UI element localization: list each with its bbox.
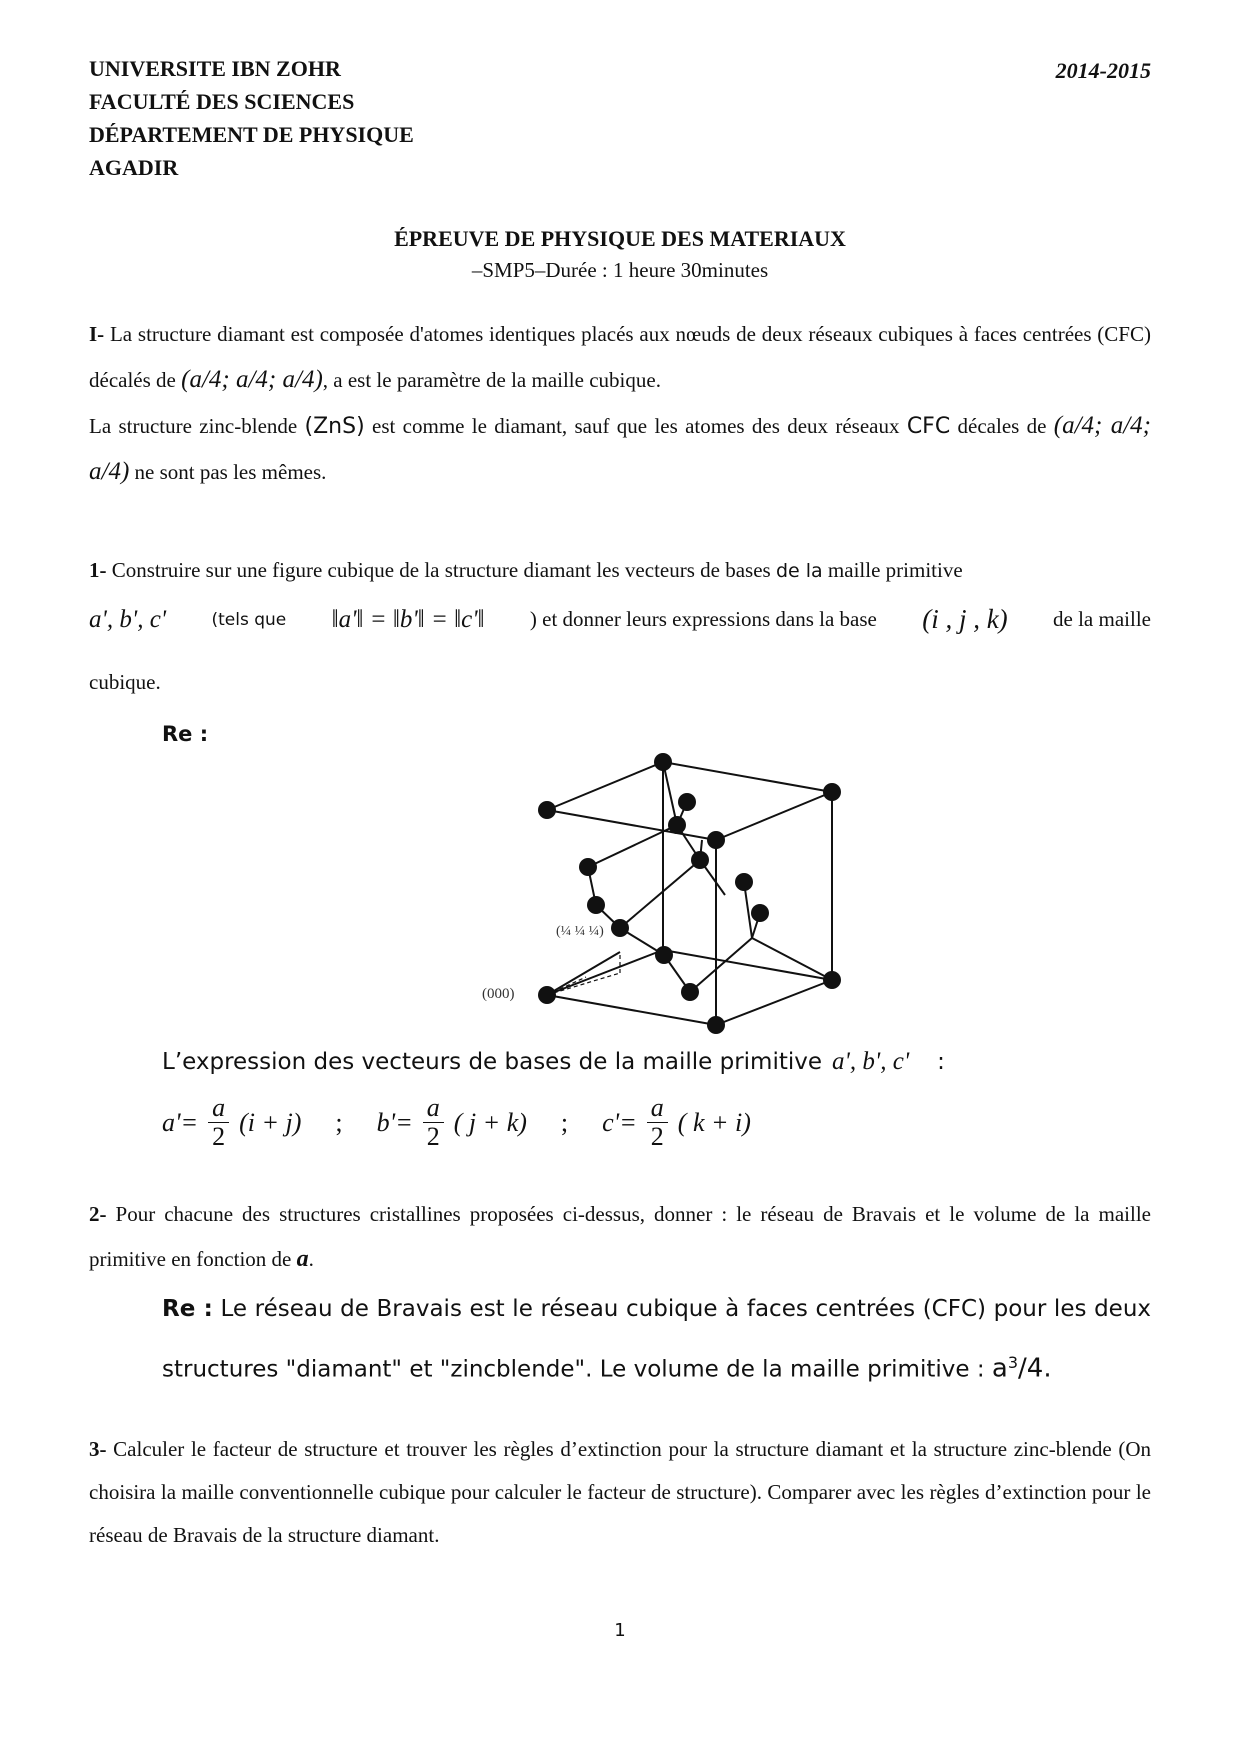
academic-year: 2014-2015 (1055, 58, 1151, 83)
atom (611, 919, 629, 937)
q1-label: 1- (89, 558, 107, 582)
q2-response-label: Re : (162, 1296, 213, 1322)
expr-vectors: a', b', c' (832, 1048, 910, 1075)
q3-text: Calculer le facteur de structure et trouver les règles d’extinction pour la structure diamant et la structure zinc-blende (On choisira la maille conventionnelle cubique pour calculer le facteur de structure). Comparer avec les règles d’extinction pour le réseau de Bravais de la structure diamant. (89, 1437, 1151, 1547)
atom (654, 753, 672, 771)
q1-text-a: Construire sur une figure cubique de la structure diamant les vecteurs de bases (106, 558, 776, 582)
atom (691, 851, 709, 869)
header-department: DÉPARTEMENT DE PHYSIQUE (89, 122, 414, 147)
header-city: AGADIR (89, 155, 179, 180)
page-number: 1 (614, 1620, 626, 1641)
eq-c-lhs: c'= (602, 1107, 637, 1137)
intro-shift-2: (a/4; a/4; a/4) (89, 412, 1151, 485)
intro-cfc: CFC (906, 414, 951, 439)
q2-answer-end: /4. (1018, 1353, 1052, 1384)
page-title: ÉPREUVE DE PHYSIQUE DES MATERIAUX (394, 226, 846, 251)
atom (587, 896, 605, 914)
expr-intro-text: L’expression des vecteurs de bases de la maille primitive (162, 1049, 823, 1075)
q3-label: 3- (89, 1437, 107, 1461)
atom (823, 971, 841, 989)
intro-text-2a: La structure zinc-blende (89, 414, 305, 438)
question-2 (89, 1192, 1151, 1282)
intro-label: I- (89, 322, 105, 346)
atom (678, 793, 696, 811)
intro-zns: (ZnS) (304, 414, 365, 439)
atom (735, 873, 753, 891)
q1-text-b: maille primitive (822, 558, 963, 582)
q2-end: . (308, 1247, 314, 1271)
frac-num: a (208, 1094, 229, 1123)
atom (538, 801, 556, 819)
atom (579, 858, 597, 876)
diamond-structure-figure (470, 745, 860, 1035)
atom (655, 946, 673, 964)
eq-a-frac (208, 1094, 229, 1151)
question-3 (89, 1428, 1151, 1557)
q1-text-e: cubique. (89, 670, 161, 694)
header-faculty: FACULTÉ DES SCIENCES (89, 89, 355, 114)
intro-text-1a: La structure diamant est composée d'atomes identiques placés aux nœuds de deux réseaux cubiques à faces centrées (CFC) décalés de (89, 322, 1151, 392)
question-1 (89, 548, 1151, 594)
frac-num: a (423, 1094, 444, 1123)
intro-text-1b: , a est le paramètre de la maille cubique. (322, 368, 661, 392)
q1-basis: (i , j , k) (922, 604, 1008, 634)
eq-b-rhs: ( j + k) (453, 1107, 527, 1137)
q1-expression-intro (162, 1048, 945, 1076)
intro-text-2d: ne sont pas les mêmes. (129, 460, 327, 484)
atom (538, 986, 556, 1004)
quarter-label: (¼ ¼ ¼) (556, 924, 604, 939)
page-subtitle: –SMP5–Durée : 1 heure 30minutes (471, 258, 769, 282)
q1-line-2 (89, 604, 1151, 635)
atom (681, 983, 699, 1001)
eq-b-lhs: b'= (376, 1107, 413, 1137)
atom (707, 1016, 725, 1034)
basis-equations (162, 1094, 751, 1151)
q1-vectors: a', b', c' (89, 605, 167, 633)
intro-text-2c: décales de (950, 414, 1054, 438)
q1-de-la: de la (775, 560, 823, 582)
q2-answer-text: Le réseau de Bravais est le réseau cubique à faces centrées (CFC) pour les deux structures "diamant" et "zincblende". Le volume de la maille primitive : (162, 1296, 1152, 1383)
intro-text-2b: est comme le diamant, sauf que les atomes des deux réseaux (364, 414, 907, 438)
q2-label: 2- (89, 1202, 107, 1226)
intro-paragraph (89, 312, 1151, 495)
q2-answer-var: a (991, 1353, 1008, 1384)
q2-answer-exp: 3 (1007, 1353, 1019, 1372)
expr-colon: : (937, 1049, 945, 1075)
eq-a-lhs: a'= (162, 1107, 199, 1137)
origin-label: (000) (482, 986, 515, 1002)
q2-text: Pour chacune des structures cristallines proposées ci-dessus, donner : le réseau de Bravais et le volume de la maille primitive en fonction de (89, 1202, 1151, 1271)
q1-norm-equality: ‖a'‖ = ‖b'‖ = ‖c'‖ (331, 605, 485, 633)
atom (668, 816, 686, 834)
eq-c-frac (647, 1094, 668, 1151)
intro-shift: (a/4; a/4; a/4) (181, 366, 323, 393)
q1-text-d: de la maille (1053, 607, 1151, 631)
frac-den: 2 (650, 1122, 664, 1151)
q2-answer (162, 1282, 1151, 1397)
atom (751, 904, 769, 922)
header-block (89, 52, 414, 184)
header-university: UNIVERSITE IBN ZOHR (89, 56, 341, 81)
q1-response-label: Re : (162, 722, 209, 746)
eq-a-rhs: (i + j) (239, 1107, 302, 1137)
atom (823, 783, 841, 801)
eq-sep-2: ; (560, 1107, 569, 1137)
q2-var: a (296, 1246, 309, 1272)
frac-den: 2 (212, 1122, 226, 1151)
q1-tels-que: (tels que (211, 609, 287, 630)
eq-c-rhs: ( k + i) (677, 1107, 751, 1137)
eq-sep-1: ; (335, 1107, 343, 1137)
frac-den: 2 (426, 1122, 440, 1151)
atom (707, 831, 725, 849)
eq-b-frac (423, 1094, 444, 1151)
q1-text-c: ) et donner leurs expressions dans la base (529, 607, 877, 631)
frac-num: a (647, 1094, 668, 1123)
